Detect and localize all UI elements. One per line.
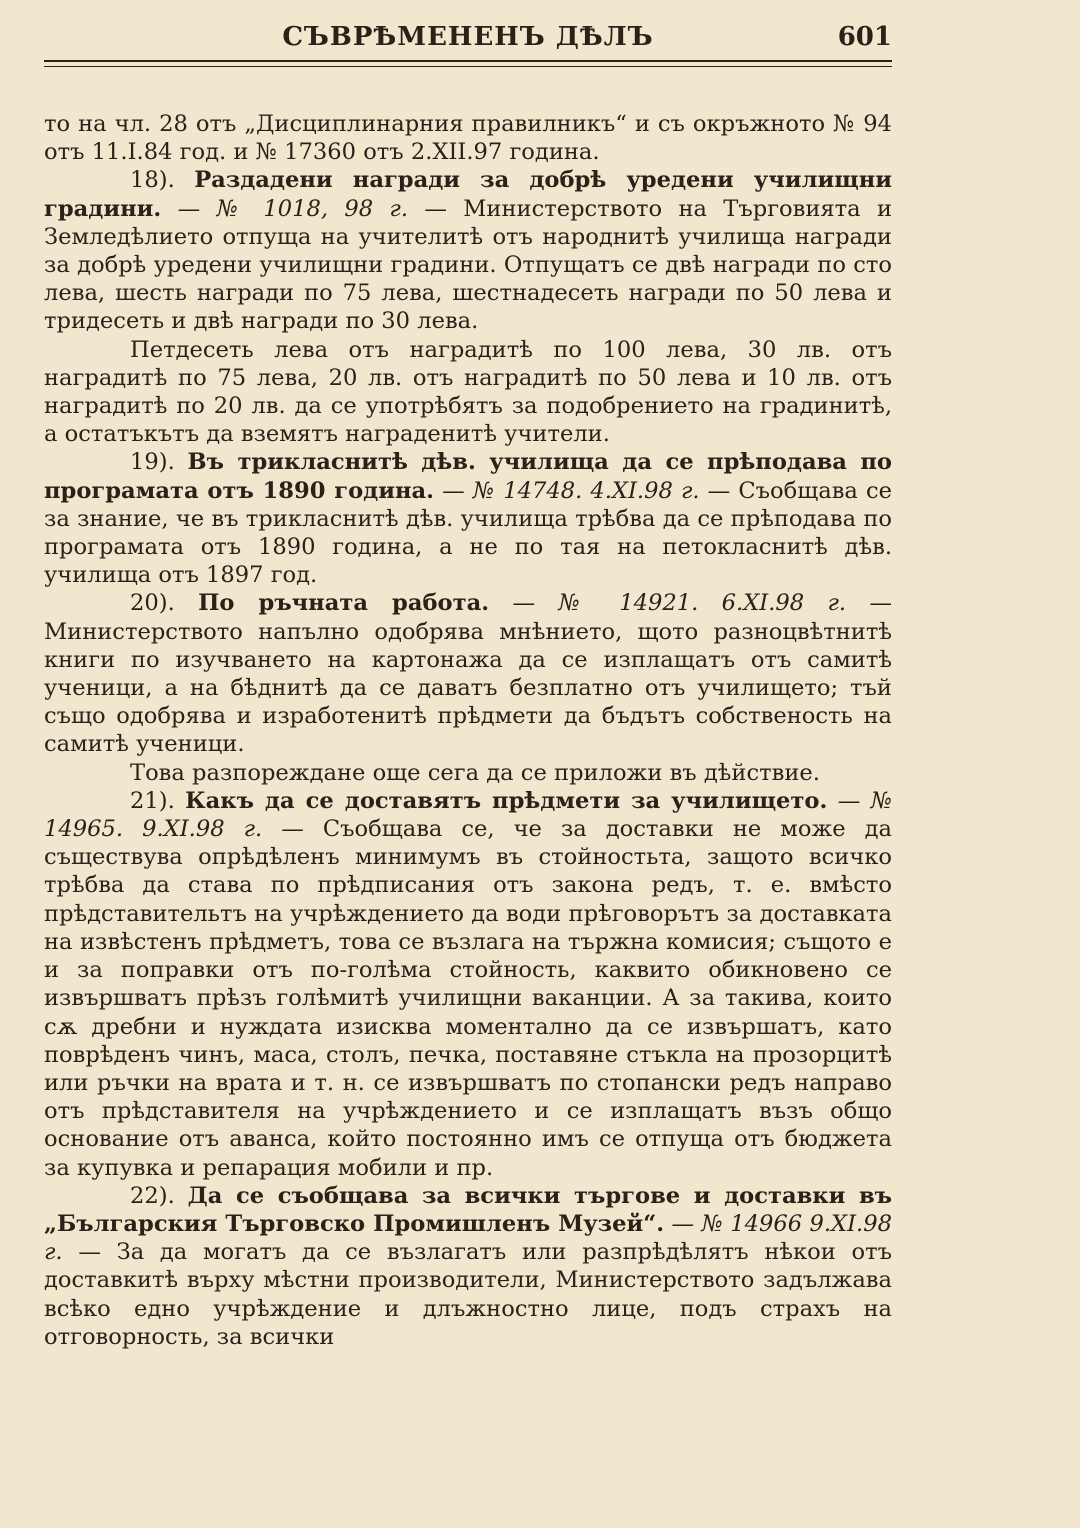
section-number: 20).: [130, 590, 175, 617]
section-title: Въ трикласнитѣ дѣв. училища да се прѣподава по програмата отъ 1890 година.: [44, 449, 892, 504]
section-20: [44, 589, 892, 758]
section-18: [44, 166, 892, 335]
section-title: По ръчната работа.: [198, 590, 490, 617]
section-reference: — № 1018, 98 г.: [177, 195, 409, 222]
continuation-paragraph: то на чл. 28 отъ „Дисциплинарния правилникъ“ и съ окръжното № 94 отъ 11.I.84 год. и № 17360 отъ 2.XII.97 година.: [44, 111, 892, 166]
section-body: — За да могатъ да се възлагатъ или разпрѣдѣлятъ нѣкои отъ доставкитѣ върху мѣстни производители, Министерството задължава всѣко едно учрѣждение и длъжностно лице, подъ страхъ на отговорность, за всички: [44, 1239, 892, 1350]
section-number: 18).: [130, 167, 175, 194]
running-title: СЪВРѢМЕНЕНЪ ДѢЛЪ: [282, 22, 654, 52]
section-20-paragraph-2: Това разпореждане още сега да се приложи въ дѣйствие.: [130, 759, 820, 786]
section-reference: — № 14748. 4.XI.98 г.: [442, 477, 700, 504]
section-21: [44, 787, 892, 1182]
section-number: 19).: [130, 449, 175, 476]
section-19: [44, 448, 892, 589]
section-body: — Министерството на Търговията и Земледѣлието отпуща на учителитѣ отъ народнитѣ училища награди за добрѣ уредени училищни градини. Отпущатъ се двѣ награди по сто лева, шесть награди по 75 лева, шестнадесеть награди по 50 лева и тридесеть и двѣ награди по 30 лева.: [44, 195, 893, 335]
page-body: [44, 110, 892, 1351]
section-reference: — № 14966 9.XI.98 г.: [44, 1210, 892, 1266]
header-rule: [44, 60, 892, 62]
section-number: 22).: [130, 1182, 175, 1209]
section-reference: — № 14921. 6.XI.98 г.: [512, 590, 847, 617]
section-18-paragraph-2: Петдесеть лева отъ наградитѣ по 100 лева, 30 лв. отъ наградитѣ по 75 лева, 20 лв. отъ наградитѣ по 50 лева и 10 лв. отъ наградитѣ по 20 лв. да се употрѣбятъ за подобрението на градинитѣ, а остатъкътъ да вземятъ награденитѣ учители.: [44, 336, 892, 448]
section-body: — Съобщава се за знание, че въ трикласнитѣ дѣв. училища трѣбва да се прѣподава по програмата отъ 1890 година, а не по тая на петокласнитѣ дѣв. училища отъ 1897 год.: [44, 477, 893, 589]
section-body: — Министерството напълно одобрява мнѣнието, щото разноцвѣтнитѣ книги по изучването на картонажа да се изплащатъ отъ самитѣ ученици, а на бѣднитѣ да се даватъ безплатно отъ училището; тъй също одобрява и изработенитѣ прѣдмети да бъдътъ собственость на самитѣ ученици.: [44, 590, 893, 758]
section-title: Раздадени награди за добрѣ уредени училищни градини.: [44, 167, 892, 222]
section-22: [44, 1182, 892, 1351]
section-body: — Съобщава се, че за доставки не може да съществува опрѣдѣленъ минимумъ въ стойностьта, защото всичко трѣбва да става по прѣдписания отъ закона редъ, т. е. вмѣсто прѣдставительтъ на учрѣждението да води прѣговорътъ за доставката на извѣстенъ прѣдметъ, това се възлага на тържна комисия; същото е и за поправки отъ по-голѣма стойность, каквито обикновено се извършватъ прѣзъ голѣмитѣ училищни ваканции. А за такива, които сѫ дребни и нуждата изисква моментално да се извършатъ, като поврѣденъ чинъ, маса, столъ, печка, поставяне стъкла на прозорцитѣ или ръчки на врата и т. н. се извършватъ по стопански редъ направо отъ прѣдставителя на учрѣждението и се изплащатъ възъ общо основание отъ аванса, който постоянно имъ се отпуща отъ бюджета за купувка и репарация мобили и пр.: [44, 816, 892, 1181]
running-header: [44, 22, 892, 56]
section-reference: — № 14965. 9.XI.98 г.: [44, 787, 892, 843]
section-number: 21).: [130, 787, 175, 814]
section-title: Да се съобщава за всички търгове и доставки въ „Българския Търговско Промишленъ Музей“.: [44, 1182, 893, 1237]
section-title: Какъ да се доставятъ прѣдмети за училището.: [185, 787, 828, 814]
page-number: 601: [837, 22, 892, 52]
header-rule-thin: [44, 66, 892, 67]
